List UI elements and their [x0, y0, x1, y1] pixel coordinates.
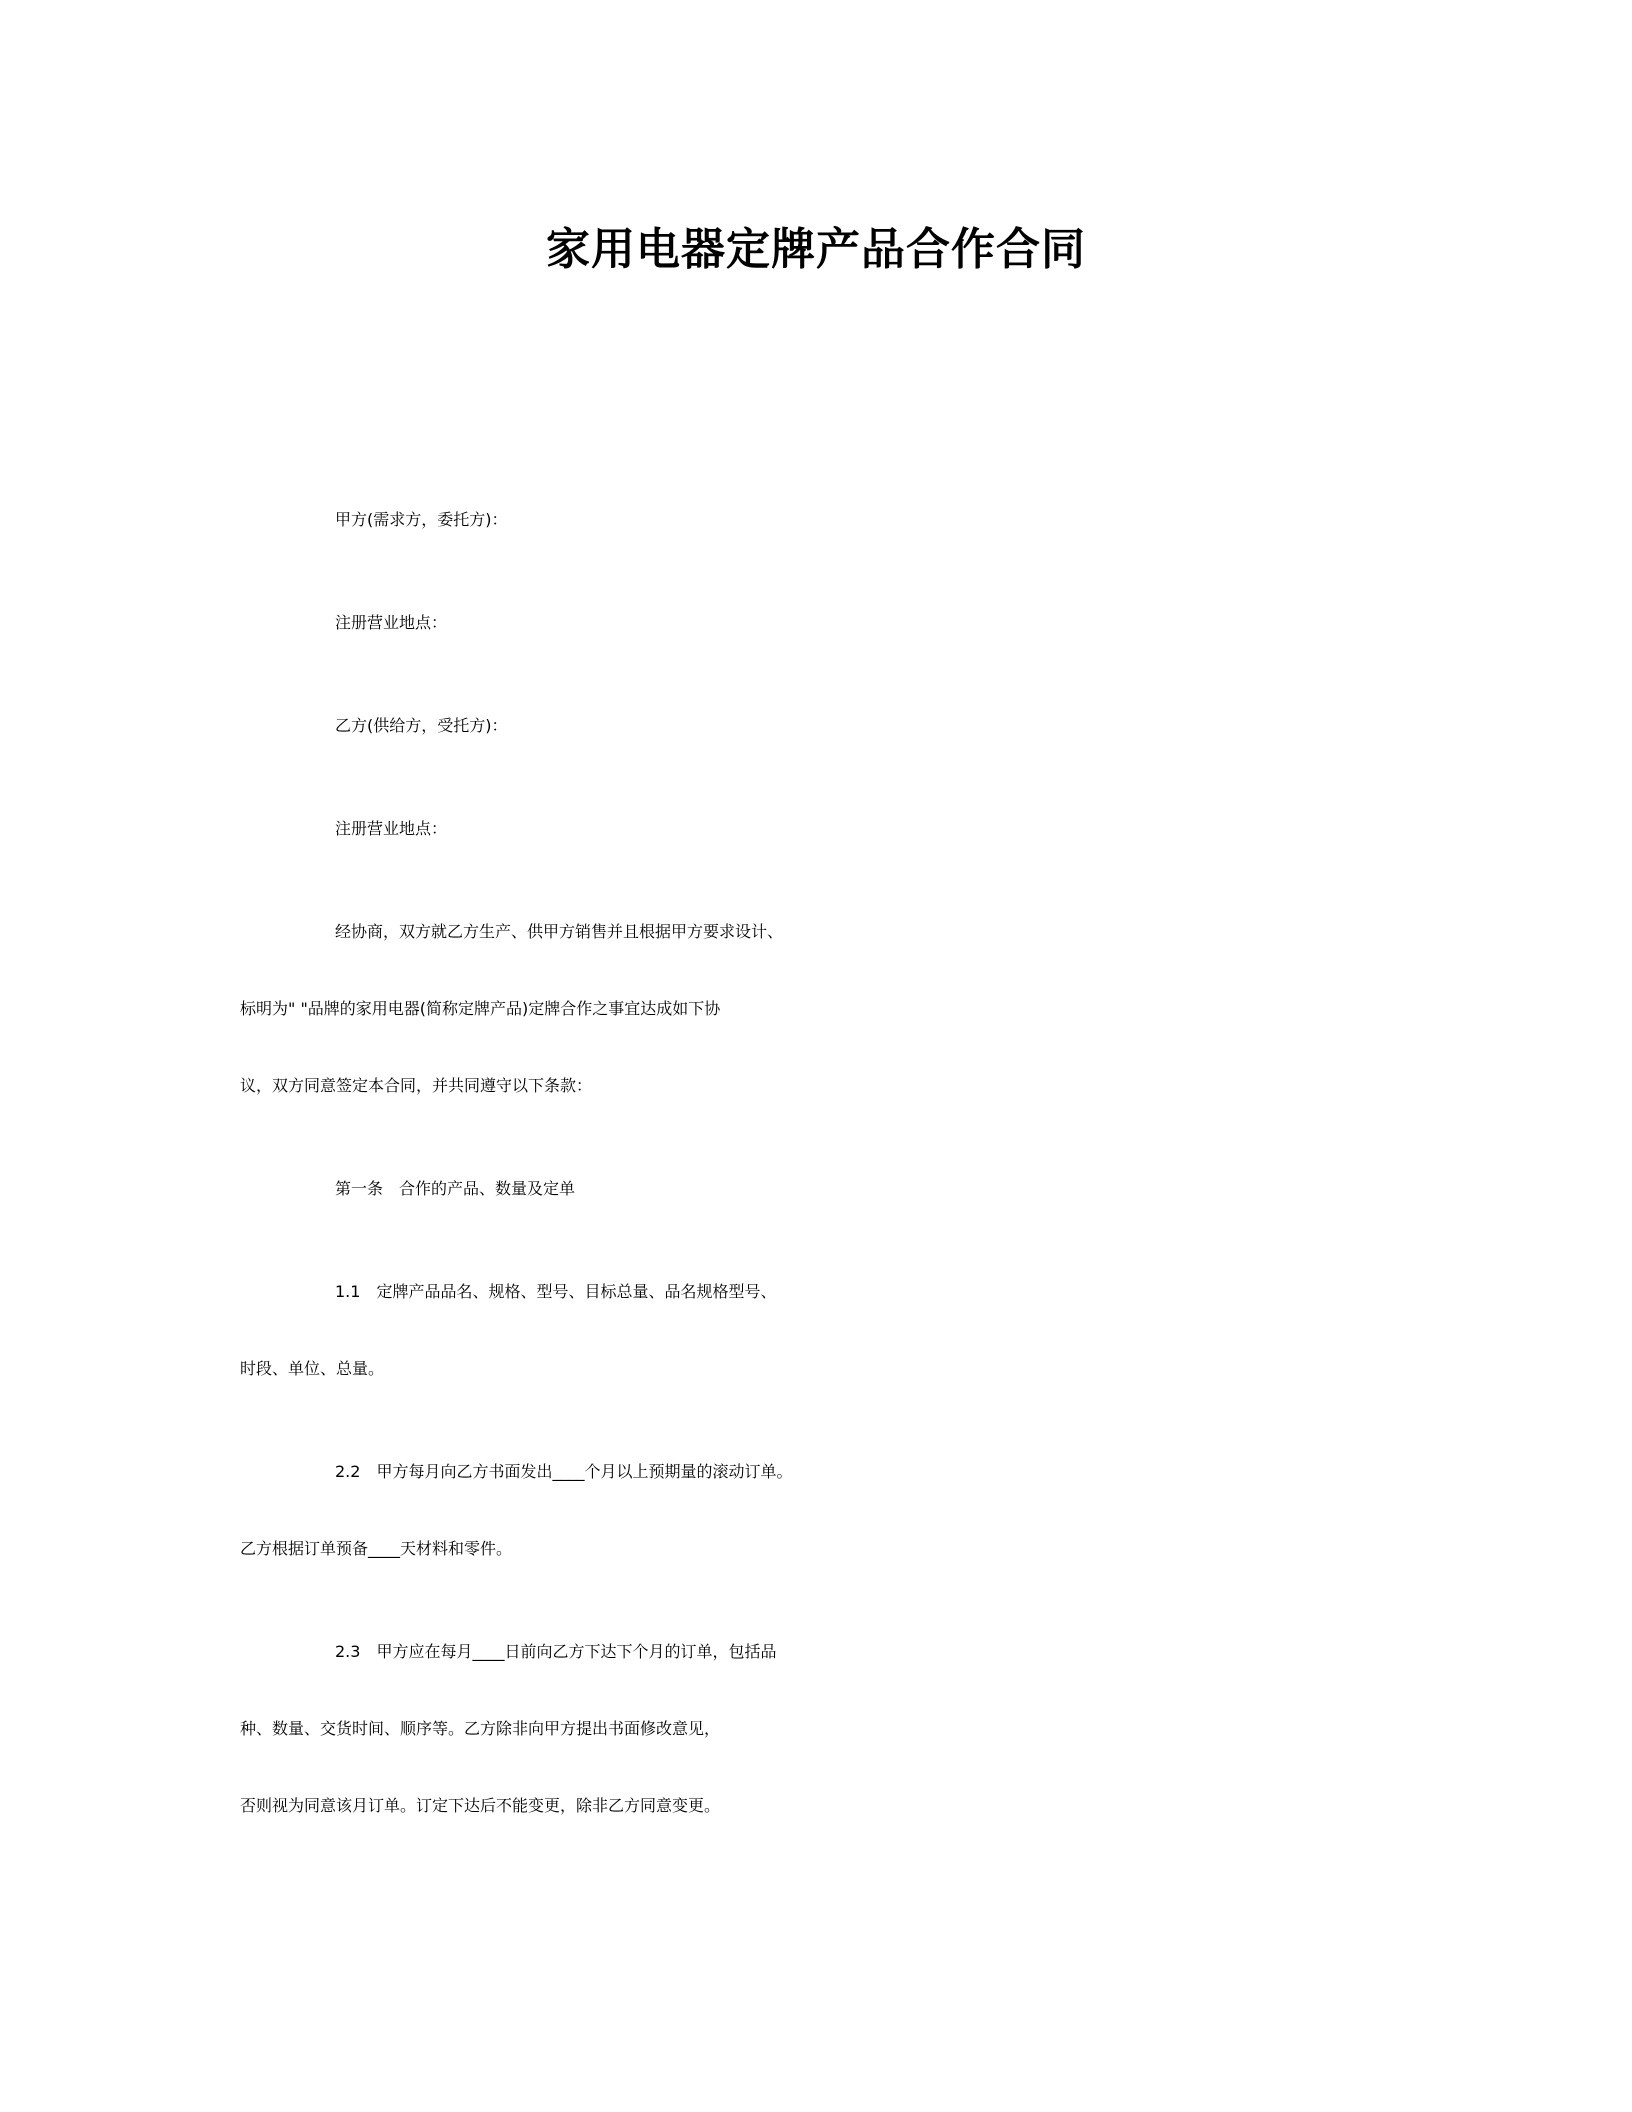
party-a-address-line: 注册营业地点：	[335, 613, 448, 632]
document-title: 家用电器定牌产品合作合同	[546, 224, 1086, 275]
preamble-line-2: 标明为" "品牌的家用电器(简称定牌产品)定牌合作之事宜达成如下协	[240, 999, 721, 1018]
clause-2-3-line-3: 否则视为同意该月订单。订定下达后不能变更，除非乙方同意变更。	[240, 1796, 721, 1815]
party-b-line: 乙方(供给方，受托方)：	[335, 716, 508, 735]
clause-1-1-line-2: 时段、单位、总量。	[240, 1359, 385, 1378]
preamble-line-1: 经协商，双方就乙方生产、供甲方销售并且根据甲方要求设计、	[335, 922, 784, 941]
clause-2-2-line-1: 2.2 甲方每月向乙方书面发出____个月以上预期量的滚动订单。	[335, 1462, 793, 1481]
party-b-address-line: 注册营业地点：	[335, 819, 448, 838]
clause-2-2-line-2: 乙方根据订单预备____天材料和零件。	[240, 1539, 513, 1558]
party-a-line: 甲方(需求方，委托方)：	[335, 510, 508, 529]
article-1-heading: 第一条 合作的产品、数量及定单	[335, 1179, 576, 1198]
preamble-line-3: 议，双方同意签定本合同，并共同遵守以下条款：	[240, 1076, 593, 1095]
clause-2-3-line-2: 种、数量、交货时间、顺序等。乙方除非向甲方提出书面修改意见，	[240, 1719, 721, 1738]
clause-1-1-line-1: 1.1 定牌产品品名、规格、型号、目标总量、品名规格型号、	[335, 1282, 777, 1301]
clause-2-3-line-1: 2.3 甲方应在每月____日前向乙方下达下个月的订单，包括品	[335, 1642, 777, 1661]
